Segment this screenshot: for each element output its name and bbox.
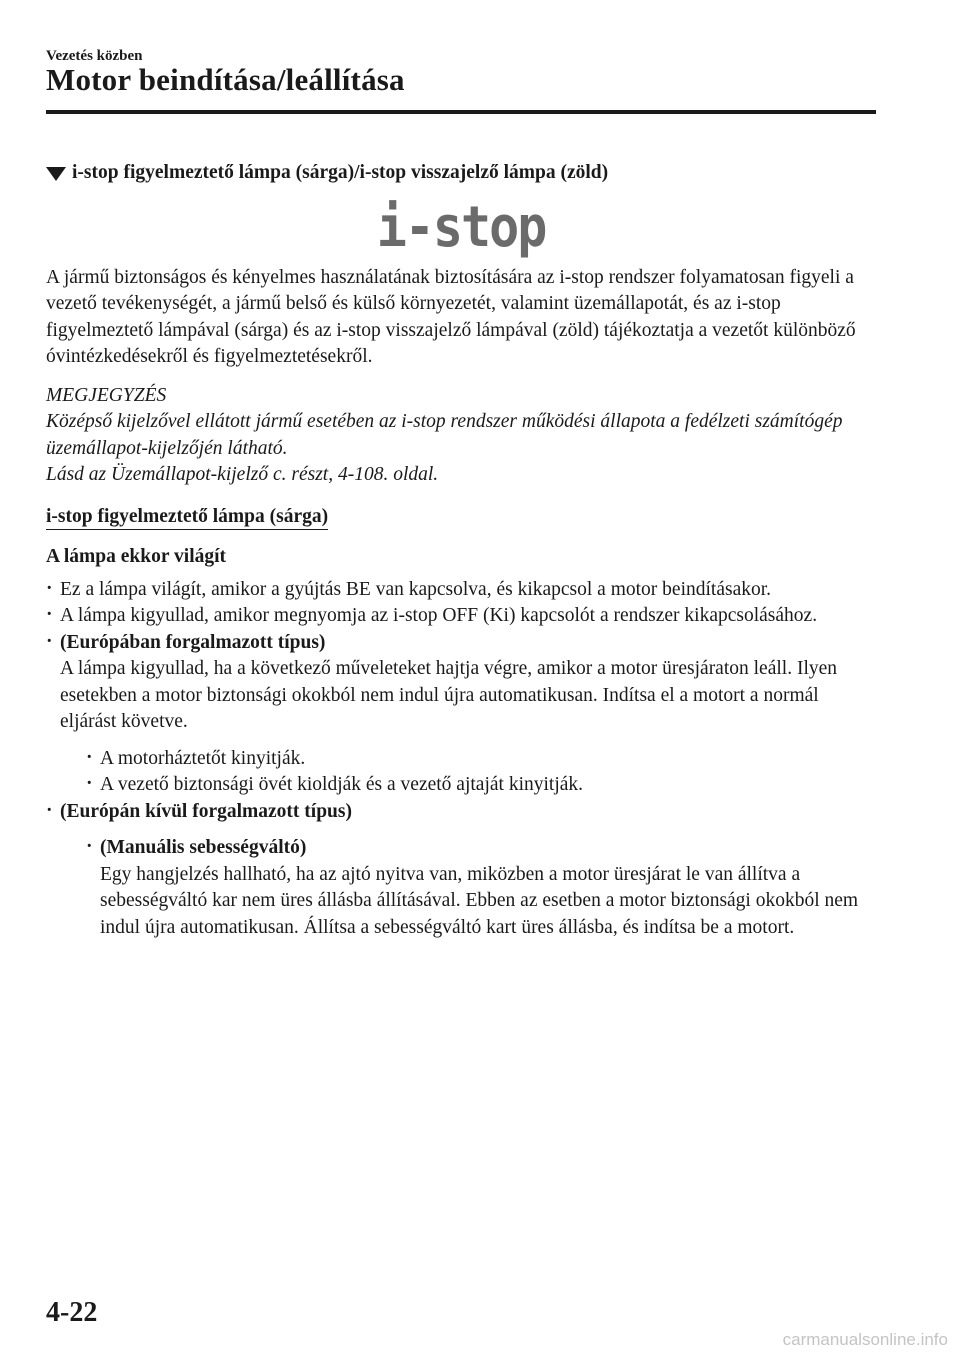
list-item-manual (86, 835, 876, 941)
non-europe-sub-list (86, 835, 876, 941)
list-item-europe (46, 630, 876, 799)
europe-label: (Európában forgalmazott típus) (60, 631, 326, 653)
page-title: Motor beindítása/leállítása (46, 62, 405, 97)
condition-heading: A lámpa ekkor világít (46, 546, 227, 567)
europe-sub-list (86, 746, 876, 799)
note-heading: MEGJEGYZÉS (46, 384, 167, 406)
note-line-1: Középső kijelzővel ellátott jármű esetében az i-stop rendszer működési állapota a fedélzeti számítógép üzemállapot-kijelzőjén látható. (46, 411, 843, 459)
header-rule (46, 110, 876, 114)
triangle-marker-icon (46, 167, 66, 181)
list-item: · A lámpa kigyullad, amikor megnyomja az i-stop OFF (Ki) kapcsolót a rendszer kikapcsolásához. (46, 603, 876, 630)
manual-text: Egy hangjelzés hallható, ha az ajtó nyitva van, miközben a motor üresjárat le van állítva a sebességváltó kar nem üres állásba állításával. Ebben az esetben a motor biztonsági okokból nem indul újra automatikusan. Állítsa a sebességváltó kart üres állásba, és indítsa be a motort. (100, 863, 859, 938)
main-content (46, 160, 876, 941)
europe-text: A lámpa kigyullad, ha a következő műveleteket hajtja végre, amikor a motor üresjáraton leáll. Ilyen esetekben a motor biztonsági okokból nem indul újra automatikusan. Indítsa el a motort a normál eljárást követve. (60, 658, 838, 732)
chapter-label: Vezetés közben (46, 48, 143, 64)
section-heading (46, 160, 876, 187)
istop-logo (46, 194, 876, 259)
page-number: 4-22 (46, 1297, 98, 1328)
warning-lamp-heading: i-stop figyelmeztető lámpa (sárga) (46, 505, 328, 530)
intro-paragraph: A jármű biztonságos és kényelmes használatának biztosítására az i-stop rendszer folyamatosan figyeli a vezető tevékenységét, a jármű belső és külső környezetét, valamint üzemállapotát, és az i-stop figyelmeztető lámpával (sárga) és az i-stop visszajelző lámpával (zöld) tájékoztatja a vezetőt különböző óvintézkedésekről és figyelmeztetésekről. (46, 266, 856, 367)
condition-list (46, 577, 876, 942)
list-item: · Ez a lámpa világít, amikor a gyújtás BE van kapcsolva, és kikapcsol a motor beindításakor. (46, 577, 876, 604)
istop-logo-text: i-stop (376, 194, 546, 259)
list-item: · A vezető biztonsági övét kioldják és a vezető ajtaját kinyitják. (86, 772, 876, 799)
list-item-non-europe (46, 799, 876, 942)
note-line-2: Lásd az Üzemállapot-kijelző c. részt, 4-108. oldal. (46, 464, 439, 485)
manual-label: (Manuális sebességváltó) (100, 837, 307, 858)
non-europe-label: (Európán kívül forgalmazott típus) (60, 800, 352, 822)
watermark: carmanualsonline.info (782, 1330, 948, 1349)
list-item: · A motorháztetőt kinyitják. (86, 746, 876, 773)
note-block (46, 383, 876, 489)
section-heading-text: i-stop figyelmeztető lámpa (sárga)/i-stop visszajelző lámpa (zöld) (72, 162, 609, 183)
